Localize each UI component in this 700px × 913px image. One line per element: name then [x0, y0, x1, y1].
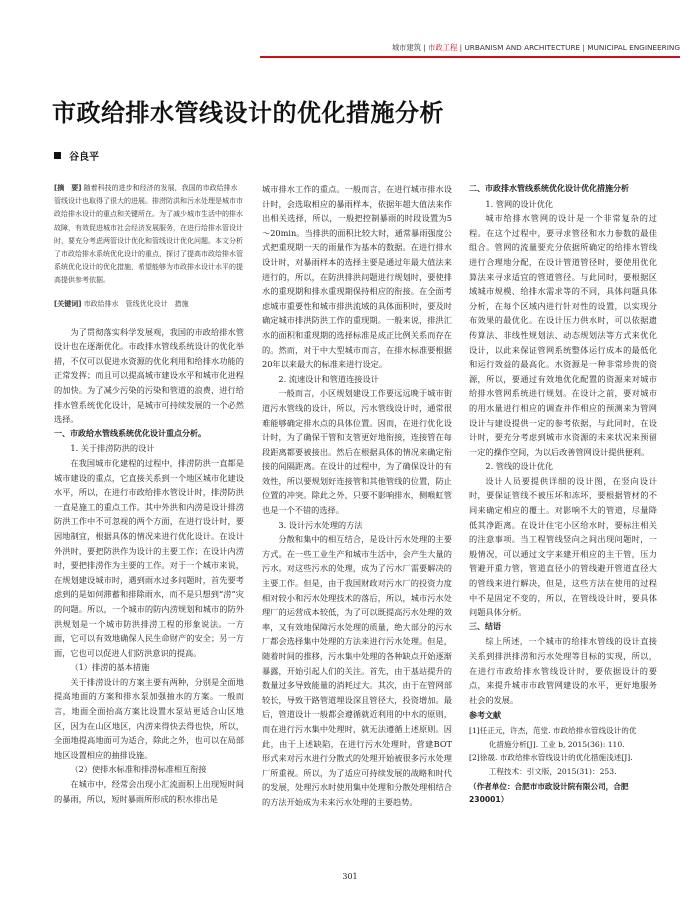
- section-heading: 一、市政给水管线系统优化设计重点分析。: [54, 428, 206, 438]
- body-paragraph: 城市给排水管网的设计是一个非常复杂的过程。在这个过程中，要寻求管径和水力参数的最佳组合。管网的流量要充分依据所确定的给排水管线进行合理地分配，在设计管道管径时，要使用优化算法来寻求适宜的管道管径。与此同时，要根据区域城市规模、给排水需求等的不同，具体问题具体分析，在每个区域内进行针对性的设置，以实现分布效果的最优化。在设计压力供水时，可以依据遗传算法、非线性规划法、动态规划法等方式来优化设计，以此来保证管网系统整体运行成本的最低化和运行效益的最高化。水资源是一种非常珍贵的资源，所以，要通过有效地优化配置的资源来对城市给排水管网系统进行规划。在设计之前，要对城市的用水量进行相应的调查并作相应的预测来为管网设计与建设提供一定的参考依据，与此同时，在设计时，要充分考虑到城市水资源的未来状况来预留一定的操作空间，为以后改善管网设计提供便利。: [469, 213, 657, 457]
- column-1: [54, 182, 244, 806]
- abstract-label: [摘 要]: [54, 184, 82, 192]
- header-sub-en: MUNICIPAL ENGINEERING: [587, 43, 680, 52]
- reference-item: [469, 751, 657, 778]
- column-2: [262, 182, 452, 810]
- references-heading: 参考文献: [469, 711, 501, 721]
- reference-continuation: 工程技术：引文版，2015(31)：253.: [488, 766, 617, 776]
- keywords-text: 市政给排水 管线优化设计 措施: [83, 299, 189, 308]
- subsection-heading: 2. 流速设计和管道连接设计: [278, 373, 379, 384]
- body-paragraph: 在城市中，经常会出现小汇流面积上出现短时间的暴雨，所以，短时暴雨所形成的积水排出是: [54, 779, 244, 804]
- abstract-text: 随着科技的进步和经济的发展，我国的市政给排水管线设计也取得了很大的进展。排涝防洪和污水处理是城市市政给排水设计的重点和关键所在。为了减少城市生活中的排水故障，有效促进城市社会经济发展服务，在进行给排水管设计时，要充分考虑两管设计优化和管线设计优化问题。本文分析了市政给排水系统优化设计的重点，探讨了提高市政给排水管系统优化设计的优化措施，希望能够为市政排水设计水平的提高提供参考依据。: [54, 184, 243, 285]
- reference-item: [469, 724, 657, 751]
- running-header: 城市建筑 | 市政工程 | URBANISM AND ARCHITECTURE | MUNICIPAL ENGINEERING: [391, 43, 680, 52]
- reference-first-line: [1]任正元，许杰，范堂. 市政给排水管线设计的优: [469, 725, 637, 735]
- subsection-heading: （1）排涝的基本措施: [70, 662, 150, 673]
- reference-first-line: [2]徐晟. 市政给排水管线设计的优化措施浅述[J].: [469, 753, 633, 763]
- body-paragraph: 一般而言，小区规划建设工作要远远晚于城市街道污水管线的设计，所以，污水管线设计时，通常很难能够确定排水点的具体位置。因而，在进行优化设计时，为了确保干管和支管更好地衔接，连接管在每段距离都要被接出。然后在根据具体的情况来确定衔接的间隔距离。在设计的过程中，为了确保设计的有效性，所以要规划好连接管和其他管线的位置，防止位置的冲突。除此之外，只要不影响排水，侧喉虹管也是一个不错的选择。: [262, 388, 452, 516]
- subsection-heading: 2. 管线的设计优化: [485, 461, 554, 472]
- subsection-heading: 1. 管网的设计优化: [485, 198, 554, 209]
- author-line: [54, 148, 99, 163]
- body-paragraph: 分散和集中的相互结合，是设计污水处理的主要方式。在一些工业生产和城市生活中，会产生大量的污水。对这些污水的处理，成为了污水厂需要解决的主要工作。但是，由于我国财政对污水厂的投资力度相对较小和污水处理技术的落后，所以，城市污水处理厂的运营成本较低，为了可以既提高污水处理的效率，又有效地保障污水处理的质量，绝大部分的污水厂都会选择集中处理的方法来进行污水处理。但是，随着时间的推移，污水集中处理的各种缺点开始逐渐暴露，开始引起人们的关注。首先，由于基站提升的数量过多导致能量的消耗过大。其次，由于在管网部较长，导致干路管道埋设深且管径大，投资增加。最后，管道设计一般都会遵循就近利用的中水的原则，而在进行污水集中处理时，就无法遵循上述原则。因此，由于上述缺陷，在进行污水处理时，营建BOT形式来对污水进行分散式的处理开始被很多污水处理厂所重视。所以，为了适应可持续发展的战略和时代的发展，处理污水时使用集中处理和分散处理相结合的方法开始成为未来污水处理的主要趋势。: [262, 534, 452, 807]
- header-section-cn: 城市建筑: [391, 43, 421, 52]
- square-bullet-icon: [54, 152, 61, 159]
- header-sub-cn: 市政工程: [428, 43, 458, 52]
- body-paragraph: 关于排涝设计的方案主要有两种，分别是全面地提高地面的方案和排水泵加强抽水的方案。一般而言，地面全面抬高方案比设置水泵站更适合山区地区，因为在山区地区，内涝来得快去得也快，所以，全面地提高地面可为适合，除此之外，也可以在局部地区设置相应的抽排设施。: [54, 676, 244, 760]
- subsection-heading: 1. 关于排涝防洪的设计: [70, 443, 155, 454]
- body-paragraph: 在我国城市化建程的过程中，排涝防洪一直都是城市建设的重点，它直接关系到一个地区城市化建设水平，所以，在进行市政给排水管设计时，排涝防洪一直是施工的重点工作。其中外洪和内涝是设计排涝防洪工作中不可忽视的两个方面，在进行设计时，要因地制宜，根据具体的情况来进行优化设计。在设计外洪时，要把防洪作为设计的主要工作；在设计内涝时，要把排涝作为主要的工作。对于一个城市来说，在规划建设城市时，遇到雨水过多问题时，首先要考虑到的是如何滞蓄和排除雨水，而不是只想到“涝”灾的问题。所以，一个城市的防内涝规划和城市的防外洪规划是一个城市防洪排涝工程的形象说法。一方面，它可以有效地确保人民生命财产的安全；另一方面，它也可以促进人们防洪意识的提高。: [54, 457, 244, 658]
- section-heading: 三、结语: [469, 621, 501, 631]
- subsection-heading: （2）使排水标准和排涝标准相互衔接: [70, 764, 207, 775]
- abstract: [54, 182, 244, 288]
- page-number: 301: [342, 872, 358, 881]
- keywords: [54, 298, 244, 311]
- body-paragraph: 为了贯彻落实科学发展观，我国的市政给排水管设计也在逐渐优化。市政排水管线系统设计的优化举措，不仅可以促进水资源的优化利用和给排水功能的正常发挥；而且可以提高城市建设水平和城市化进程的加快。为了减少污染的污染和管道的浪费，进行给排水管系统优化设计，是城市可持续发展的一个必然选择。: [54, 326, 244, 425]
- body-paragraph: 城市排水工作的重点。一般而言，在进行城市排水设计时，会选取相应的暴雨样本，依据年超大值法来作出相关选择，所以，一般把控制暴雨的时段设置为5～20min。当排洪的面积比较大时，通常暴雨强度公式把重现期一天的雨量作为基本的数据。在进行排水设计时，对暴雨样本的选择主要是通过年最大值法来进行的，所以，在防洪排洪问题进行规划时，要使排水的重现期和排水重现期保持相应的衔接。在全面考虑城市重要性和城市排洪流域的具体面积时，要及时确定城市排洪防洪工作的重现期。一般来说，排洪汇水的面积和重现期的选择标准是成正比例关系而存在的。然而，对于中大型城市而言，在排水标准要根据20年以来最大的标准来进行设定。: [262, 184, 452, 370]
- article-title: 市政给排水管线设计的优化措施分析: [52, 99, 444, 127]
- body-paragraph: 设计人员要提供详细的设计图，在竖向设计时，要保证管线不被压坏和冻坏，要根据管材的不同来确定相应的覆土。对影响不大的管道，尽量降低其净距离。在设计住宅小区给水时，要标注相关的注意事项。当工程管线竖向之间出现问题时，一般情况，可以通过文字来建开相应的主干管，压力管避开重力管，管道直径小的管线避开管道直径大的管线来进行解决，但是，这些方法在使用的过程中不是固定不变的，所以，在管线设计时，要具体问题具体分析。: [469, 475, 657, 618]
- keywords-label: [关键词]: [54, 299, 82, 308]
- header-section-en: URBANISM AND ARCHITECTURE: [464, 43, 581, 52]
- body-paragraph: 综上所述，一个城市的给排水管线的设计直接关系到排洪排涝和污水处理等目标的实现，所以，在进行市政给排水管线设计时，要依据设计的要点，来提升城市市政管网建设的水平，更好地服务社会的发展。: [469, 636, 657, 705]
- author-name: 谷良平: [69, 152, 99, 163]
- column-3: [469, 182, 657, 806]
- reference-continuation: 化措施分析[J]. 工业 b, 2015(36): 110.: [488, 739, 625, 749]
- section-heading: 二、市政排水管线系统优化设计优化措施分析: [469, 184, 629, 193]
- author-affiliation: （作者单位：合肥市市政设计院有限公司，合肥 230001）: [469, 782, 629, 805]
- header-rule: [260, 56, 680, 58]
- subsection-heading: 3. 设计污水处理的方法: [278, 519, 363, 530]
